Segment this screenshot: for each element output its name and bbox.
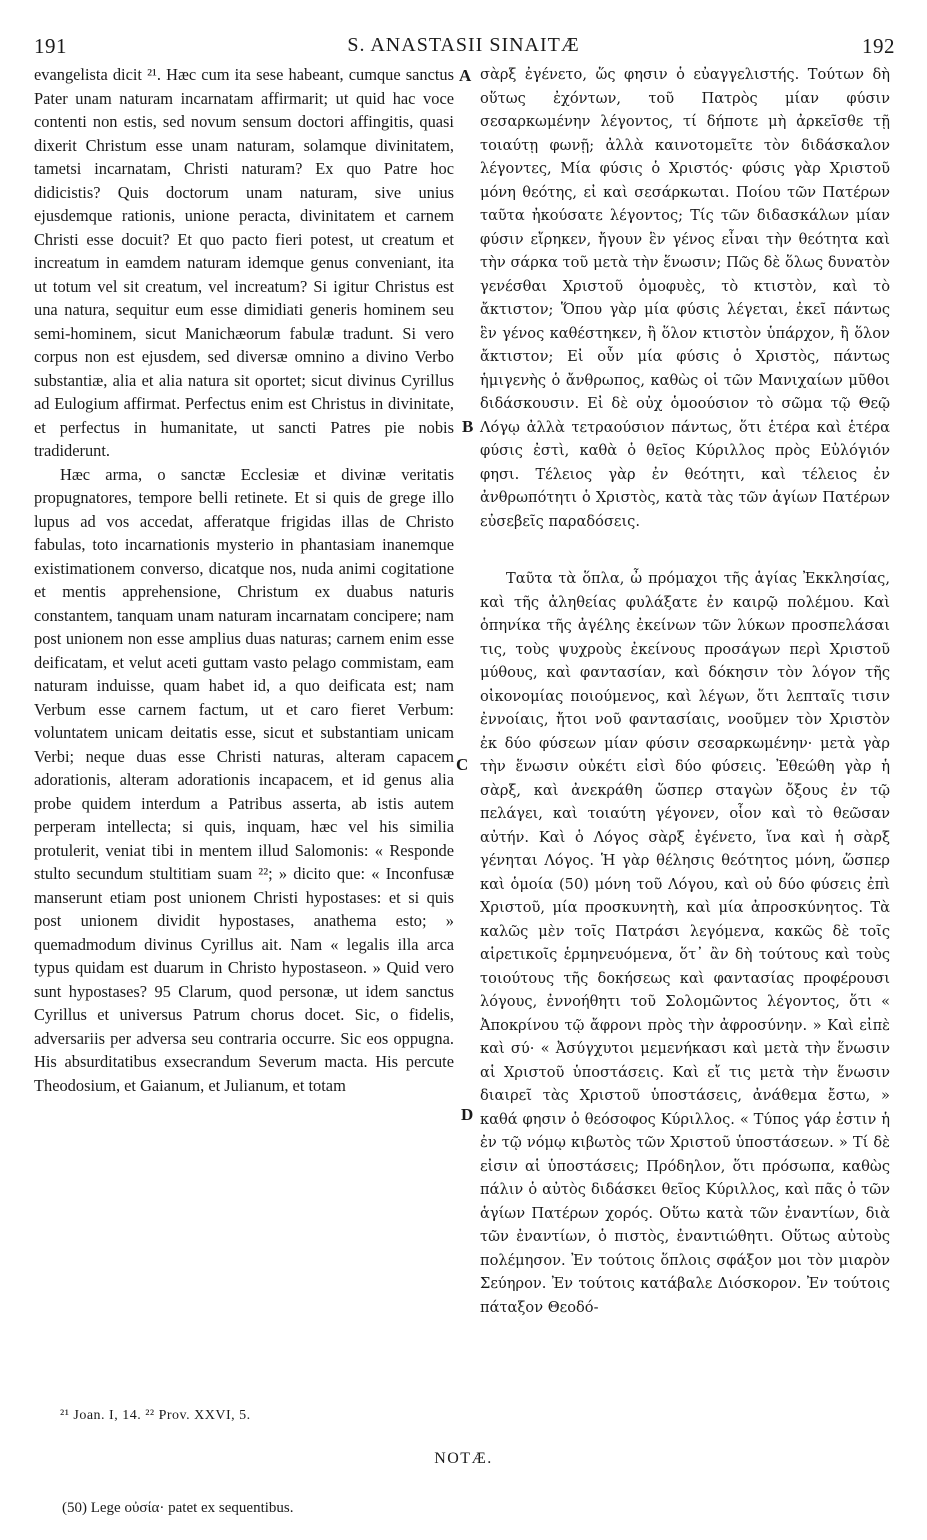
margin-letter-d: D <box>461 1105 474 1124</box>
greek-paragraph-2: Ταῦτα τὰ ὅπλα, ὦ πρόμαχοι τῆς ἁγίας Ἐκκλησίας, καὶ τῆς ἀληθείας φυλάξατε ἐν καιρῷ πολέμου. Καὶ ὁπηνίκα τῆς ἀγέλης ἐκείνων τῶν λύκων προσπελάσαι τις, τοὺς ψυχροὺς ἐκείνους προσάγων περὶ Χριστοῦ μύθους, καὶ φαντασίαν, καὶ δόκησιν τὸν λόγον τῆς οἰκονομίας ποιούμενος, καὶ λέγων, ὅτι λεπταῖς τισιν ἐννοίαις, ἤτοι νοῦ φαντασίαις, νοοῦμεν τὸν Χριστὸν ἐκ δύο φύσεων μίαν φύσιν σεσαρκωμένην· μετὰ γὰρ τὴν ἕνωσιν οὐκέτι εἰσὶ δύο φύσεις. Ἐθεώθη γὰρ ἡ σὰρξ, καὶ ἀνεκράθη ὥσπερ σταγὼν ὄξους ἐν τῷ πελάγει, καὶ τοιαύτη γέγονεν, οἷον καὶ τὸ θεῶσαν αὐτήν. Καὶ ὁ Λόγος σὰρξ ἐγένετο, ἵνα καὶ ἡ σὰρξ γένηται Λόγος. Ἡ γὰρ θέλησις θεότητος μόνη, ὥσπερ καὶ ὁμοία (50) μόνη τοῦ Λόγου, καὶ οὐ δύο φύσεις ἐπὶ Χριστοῦ, μία προσκυνητὴ, καὶ μία ἀπροσκύνητος. Τὰ καλῶς μὲν τοῖς Πατράσι λεγόμενα, κακῶς δὲ τοῖς αἱρετικοῖς ἑρμηνευόμενα, ὅτ᾽ ἂν δὴ τούτους καὶ τοὺς τοιούτους τῆς δοκήσεως καὶ φαντασίας προφέρουσι λόγους, ἐννοήθητι τοῦ Σολομῶντος λέγοντος, ὅτι « Ἀποκρίνου τῷ ἄφρονι πρὸς τὴν ἀφροσύνην. » Καὶ εἰπὲ καὶ σύ· « Ἀσύγχυτοι μεμενήκασι καὶ μετὰ τὴν ἕνωσιν αἱ Χριστοῦ ὑποστάσεις. Καὶ εἴ τις μετὰ τὴν ἕνωσιν διαιρεῖ τὰς Χριστοῦ ὑποστάσεις, ἀνάθεμα ἔστω, » καθά φησιν ὁ θεόσοφος Κύριλλος. « Τύπος γάρ ἐστιν ἡ ἐν τῷ νόμῳ κιβωτὸς τῶν Χριστοῦ ὑποστάσεων. » Τί δὲ εἰσιν αἱ ὑποστάσεις; Πρόδηλον, ὅτι πρόσωπα, καθὼς πάλιν ὁ αὐτὸς διδάσκει θεῖος Κύριλλος, καὶ πᾶς ὁ τῶν ἁγίων Πατέρων χορός. Οὕτω κατὰ τῶν ἐναντίων, διὰ τῶν ἐναντίων, ὁ πιστὸς, ἐναντιώθητι. Οὕτως αὐτοὺς πολέμησον. Ἐν τούτοις ὅπλοις σφάξον μοι τὸν μιαρὸν Σεύηρον. Ἐν τούτοις κατάβαλε Διόσκορον. Ἐν τούτοις πάταξον Θεοδό- <box>480 570 890 1316</box>
page-number-left: 191 <box>34 34 67 58</box>
notae-heading: NOTÆ. <box>434 1450 493 1467</box>
latin-paragraph-2: Hæc arma, o sanctæ Ecclesiæ et divinæ veritatis propugnatores, tempore belli retinete. Et si quis de grege illo lupus ad vos accedat, afferatque frigidas illas de Christo fabulas, toto incarnationis mysterio in phantasiam inanemque existimationem converso, dicatque nos, nuda animi cogitatione et mentis apprehensione, Christum ex duabus naturis constantem, tanquam unam naturam incarnatam concipere; nam post unionem non esse amplius duas naturas; carnem enim esse deificatam, et velut aceti guttam vasto pelago commistam, eam naturam induisse, quam habet id, a quo deificata est; nam Verbum esse carnem factum, ut et caro fieret Verbum: voluntatem unicam deitatis esse, sicut et substantiam unicam Verbi; neque duas esse Christi naturas, alteram capacem adorationis, alteram adorationis incapacem, et id genus alia probe quidem interdum a Patribus asserta, ab istis autem perperam intellecta; si quis, inquam, hæc vel his similia protulerit, veniat tibi in mentem illud Salomonis: « Responde stulto secundum stultitiam suam ²²; » dicito que: « Inconfusæ manserunt etiam post unionem Christi hypostases: et si quis post unionem dividit hypostases, anathema esto; » quemadmodum divinus Cyrillus ait. Nam « legalis illa arca typus quidam est duarum in Christo hypostaseon. » Quid vero sunt hypostases? 95 Clarum, quod personæ, ut idem sanctus Cyrillus et universus Patrum chorus docet. Sic, o fidelis, adversariis per adversa seu contraria occurre. Sic eos oppugna. His absurditatibus exsecrandum Severum macta. His percute Theodosium, et Gaianum, et Julianum, et totam <box>34 464 454 1095</box>
margin-letter-b: B <box>462 417 474 436</box>
greek-column <box>480 63 890 1319</box>
page-number-right: 192 <box>862 34 895 58</box>
margin-letter-c: C <box>456 755 469 774</box>
running-title: S. ANASTASII SINAITÆ <box>347 34 580 56</box>
note-50: (50) Lege οὐσία· patet ex sequentibus. <box>62 1500 294 1516</box>
footnotes: ²¹ Joan. I, 14. ²² Prov. XXVI, 5. <box>60 1408 251 1423</box>
latin-column <box>34 63 454 1097</box>
greek-paragraph-1: σὰρξ ἐγένετο, ὥς φησιν ὁ εὐαγγελιστής. Τούτων δὴ οὕτως ἐχόντων, τοῦ Πατρὸς μίαν φύσιν σεσαρκωμένην λέγοντος, τί δήποτε μὴ ἀρκεῖσθε τῇ τοιαύτῃ φωνῇ; ἀλλὰ καινοτομεῖτε τὸν διδάσκαλον λέγοντες, Μία φύσις ὁ Χριστός· φύσις γὰρ Χριστοῦ μόνη θεότης, εἰ καὶ σεσάρκωται. Ποίου τῶν Πατέρων ταῦτα ἠκούσατε λέγοντος; Τίς τῶν διδασκάλων μίαν φύσιν εἴρηκεν, ἤγουν ἓν γένος εἶναι τὴν θεότητα καὶ τὴν σάρκα τοῦ μετὰ τὴν ἕνωσιν; Πῶς δὲ ὅλως δυνατὸν γενέσθαι Χριστοῦ ὁμοφυὲς, τὸ κτιστὸν, καὶ τὸ ἄκτιστον; Ὅπου γὰρ μία φύσις λέγεται, ἐκεῖ πάντως ἓν γένος καθέστηκεν, ἢ ὅλον κτιστὸν ὑπάρχον, ἢ ὅλον ἄκτιστον; Εἰ οὖν μία φύσις ὁ Χριστὸς, πάντως ἡμιγενὴς ὁ ἄνθρωπος, καθὼς οἱ τῶν Μανιχαίων μῦθοι διδάσκουσιν. Εἰ δὲ οὐχ ὁμοούσιον τὸ σῶμα τῷ Θεῷ Λόγῳ ἀλλὰ τετραούσιον πάντως, ὅτι ἑτέρα καὶ ἑτέρα φύσις ἐστὶ, καθὰ ὁ θεῖος Κύριλλος πρὸς Εὐλόγιόν φησι. Τέλειος γὰρ ἐν θεότητι, καὶ τέλειος ἐν ἀνθρωπότητι ὁ Χριστὸς, κατὰ τὰς τῶν ἁγίων Πατέρων εὐσεβεῖς παραδόσεις. <box>480 66 890 530</box>
latin-paragraph-1: evangelista dicit ²¹. Hæc cum ita sese habeant, cumque sanctus Pater unam naturam incarnatam affirmarit; ut quid hac voce contenti non estis, sed novum sensum doctori affingitis, quasi dixerit Christum esse unam naturam, solamque divinitatem, tametsi incarnatam, Christi naturam? Ex quo Patre hoc didicistis? Quis doctorum unam naturam, sive unius ejusdemque rationis, unione peracta, divinitatem et carnem Christi esse docuit? Et quo pacto fieri potest, ut creatum et increatum in eamdem naturam idemque genus conveniant, ita ut totum vel sit creatum, vel increatum? Si igitur Christus est una natura, sequitur eum esse dimidiati generis hominem seu semi-hominem, sicut Manichæorum fabulæ tradunt. Si vero corpus non est ejusdem, sed diversæ omnino a divino Verbo substantiæ, alia et alia natura sit oportet; sicut divinus Cyrillus ad Eulogium affirmat. Perfectus enim est Christus in divinitate, et perfectus in humanitate, ut sancti Patres pie nobis tradiderunt. <box>34 65 454 460</box>
margin-letter-a: A <box>459 66 472 85</box>
